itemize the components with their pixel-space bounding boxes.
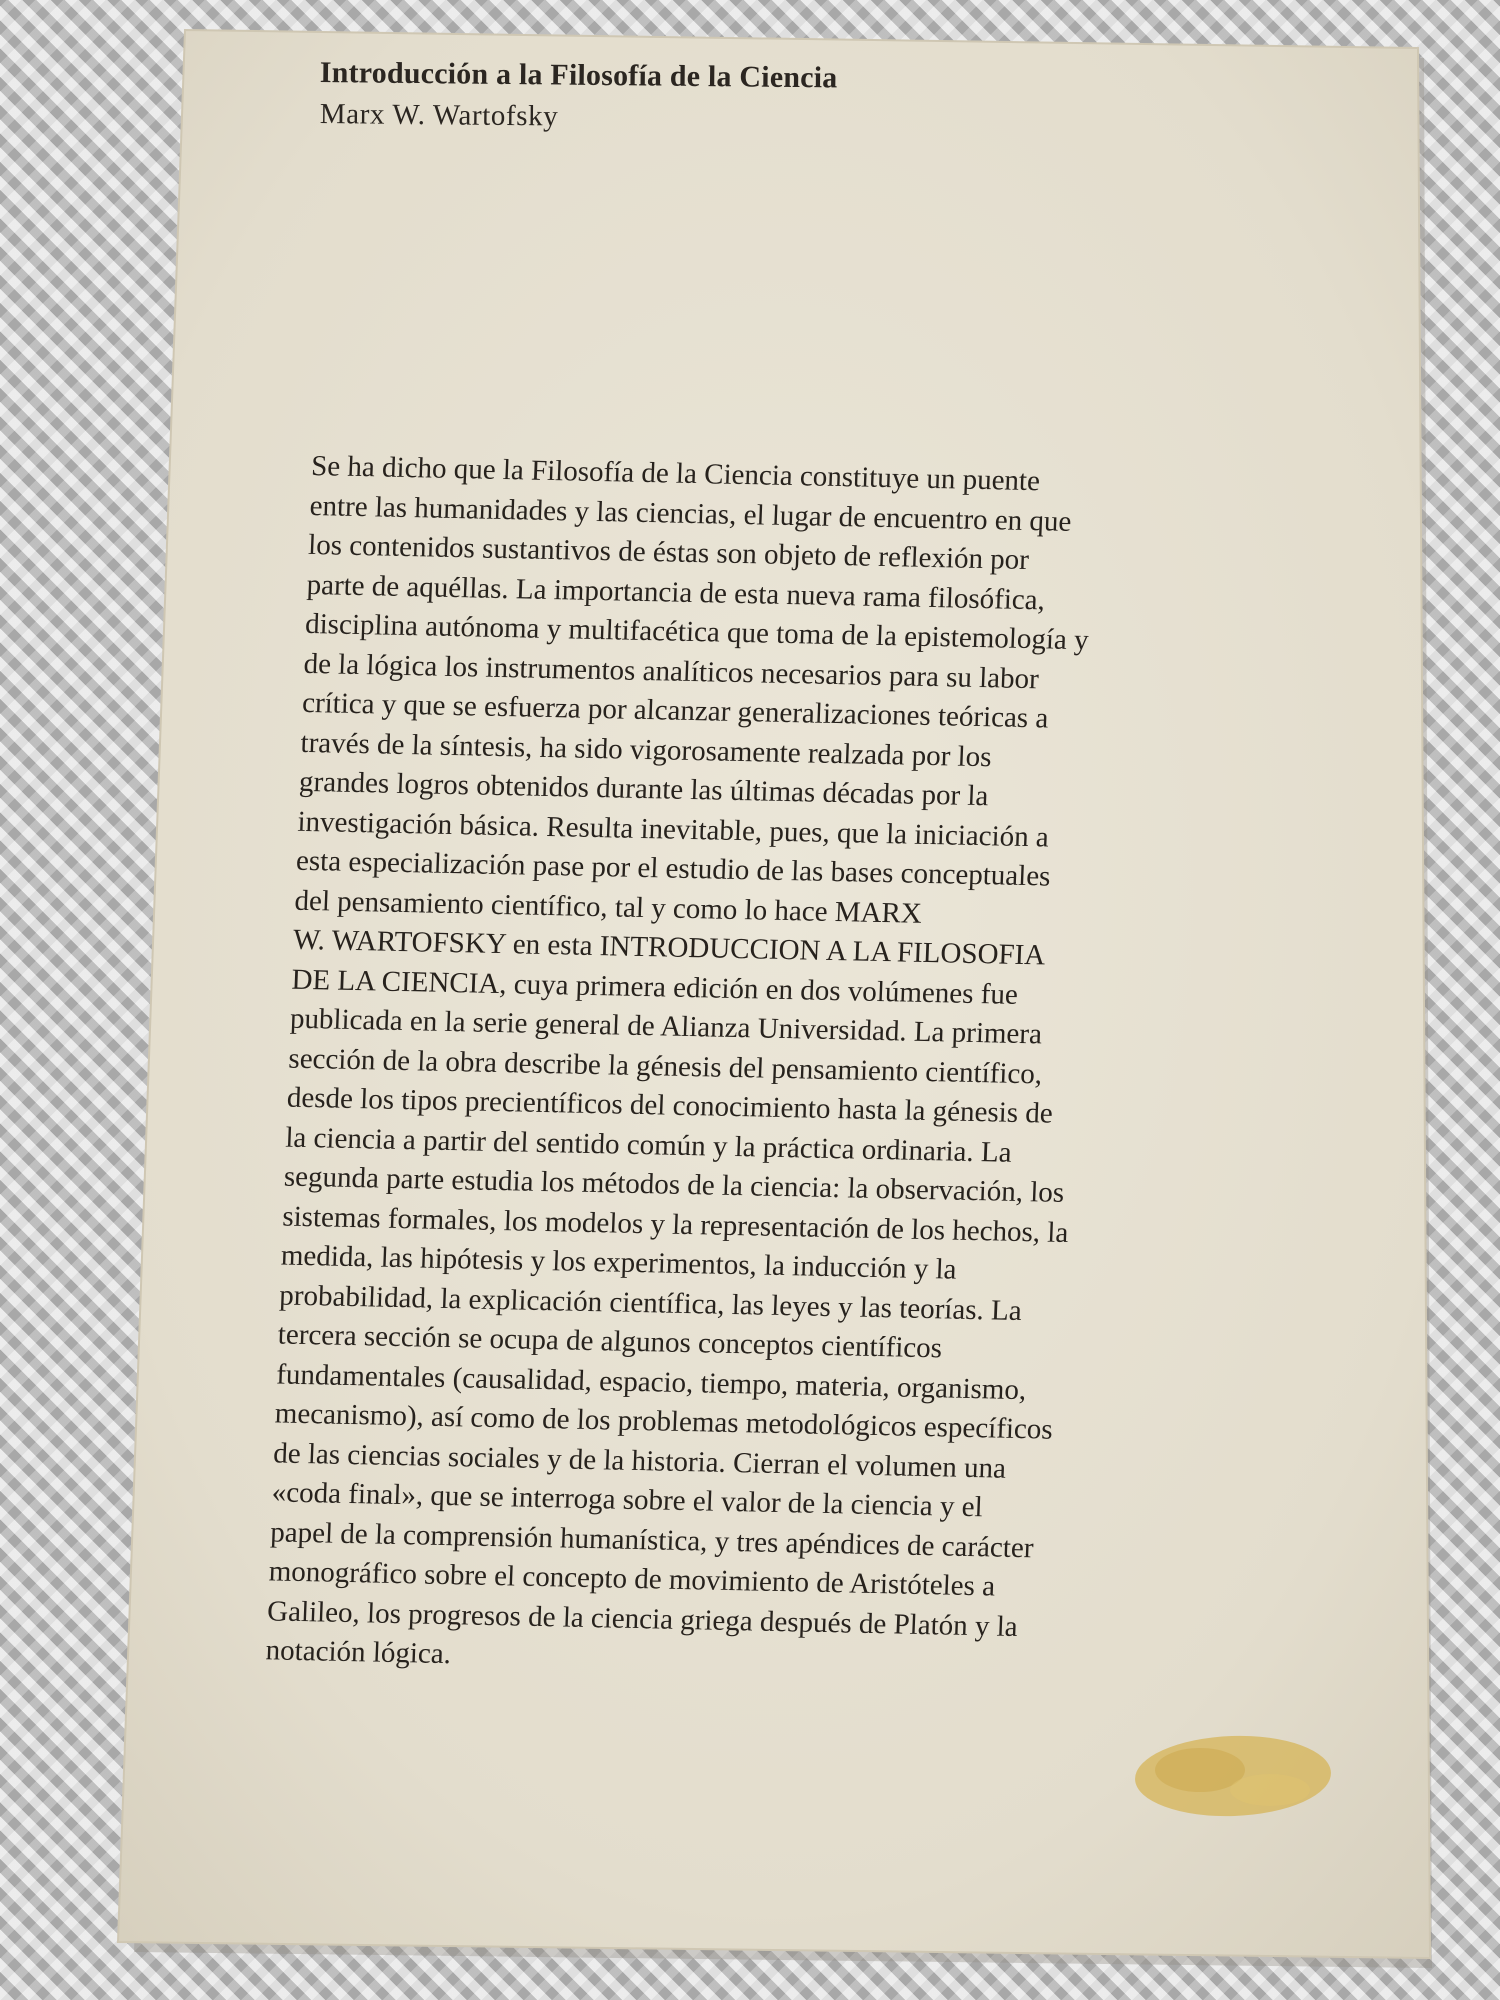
- blurb-line: los contenidos sustantivos de éstas son objeto de reflexión por: [307, 528, 1030, 577]
- blurb-line: parte de aquéllas. La importancia de esta nueva rama filosófica,: [306, 568, 1046, 616]
- blurb-line: medida, las hipótesis y los experimentos, la inducción y la: [280, 1239, 958, 1286]
- blurb-line: notación lógica.: [265, 1634, 452, 1671]
- blurb-line: la ciencia a partir del sentido común y la práctica ordinaria. La: [284, 1121, 1013, 1169]
- book-title: Introducción a la Filosofía de la Ciencia: [319, 56, 838, 95]
- blurb-line: Se ha dicho que la Filosofía de la Ciencia constituye un puente: [310, 449, 1041, 498]
- blurb-line: monográfico sobre el concepto de movimiento de Aristóteles a: [268, 1555, 996, 1603]
- blurb-line: sistemas formales, los modelos y la representación de los hechos, la: [281, 1200, 1069, 1249]
- blurb-line: investigación básica. Resulta inevitable, pues, que la iniciación a: [297, 805, 1050, 854]
- blurb-line: Galileo, los progresos de la ciencia griega después de Platón y la: [266, 1594, 1019, 1643]
- blurb-line: publicada en la serie general de Alianza Universidad. La primera: [289, 1002, 1043, 1051]
- blurb-line: entre las humanidades y las ciencias, el lugar de encuentro en que: [309, 489, 1072, 538]
- blurb-line: disciplina autónoma y multifacética que toma de la epistemología y: [304, 607, 1090, 657]
- blurb-line: probabilidad, la explicación científica, las leyes y las teorías. La: [278, 1279, 1023, 1327]
- blurb-line: segunda parte estudia los métodos de la ciencia: la observación, los: [283, 1160, 1065, 1209]
- book-author: Marx W. Wartofsky: [319, 98, 559, 133]
- blurb-line: fundamentales (causalidad, espacio, tiempo, materia, organismo,: [275, 1357, 1027, 1406]
- blurb-line: grandes logros obtenidos durante las últimas décadas por la: [298, 765, 989, 813]
- blurb-line: de la lógica los instrumentos analíticos necesarios para su labor: [303, 647, 1040, 695]
- blurb-line: crítica y que se esfuerza por alcanzar generalizaciones teóricas a: [301, 686, 1049, 735]
- blurb-line: de las ciencias sociales y de la historia. Cierran el volumen una: [272, 1436, 1007, 1485]
- blurb-line: esta especialización pase por el estudio de las bases conceptuales: [295, 844, 1052, 893]
- blurb-line: mecanismo), así como de los problemas metodológicos específicos: [274, 1397, 1054, 1446]
- blurb-paragraph: [265, 447, 1252, 1690]
- blurb-line: papel de la comprensión humanística, y tres apéndices de carácter: [269, 1515, 1035, 1564]
- blurb-line: sección de la obra describe la génesis del pensamiento científico,: [287, 1042, 1043, 1090]
- blurb-line: tercera sección se ocupa de algunos conceptos científicos: [277, 1318, 943, 1365]
- blurb-line: través de la síntesis, ha sido vigorosamente realzada por los: [300, 726, 993, 773]
- blurb-line: «coda final», que se interroga sobre el valor de la ciencia y el: [271, 1476, 984, 1524]
- blurb-line: del pensamiento científico, tal y como lo hace MARX: [293, 884, 923, 930]
- blurb-line: W. WARTOFSKY en esta INTRODUCCION A LA FILOSOFIA: [292, 923, 1046, 972]
- blurb-line: DE LA CIENCIA, cuya primera edición en dos volúmenes fue: [290, 963, 1019, 1011]
- blurb-line: desde los tipos precientíficos del conocimiento hasta la génesis de: [286, 1081, 1054, 1130]
